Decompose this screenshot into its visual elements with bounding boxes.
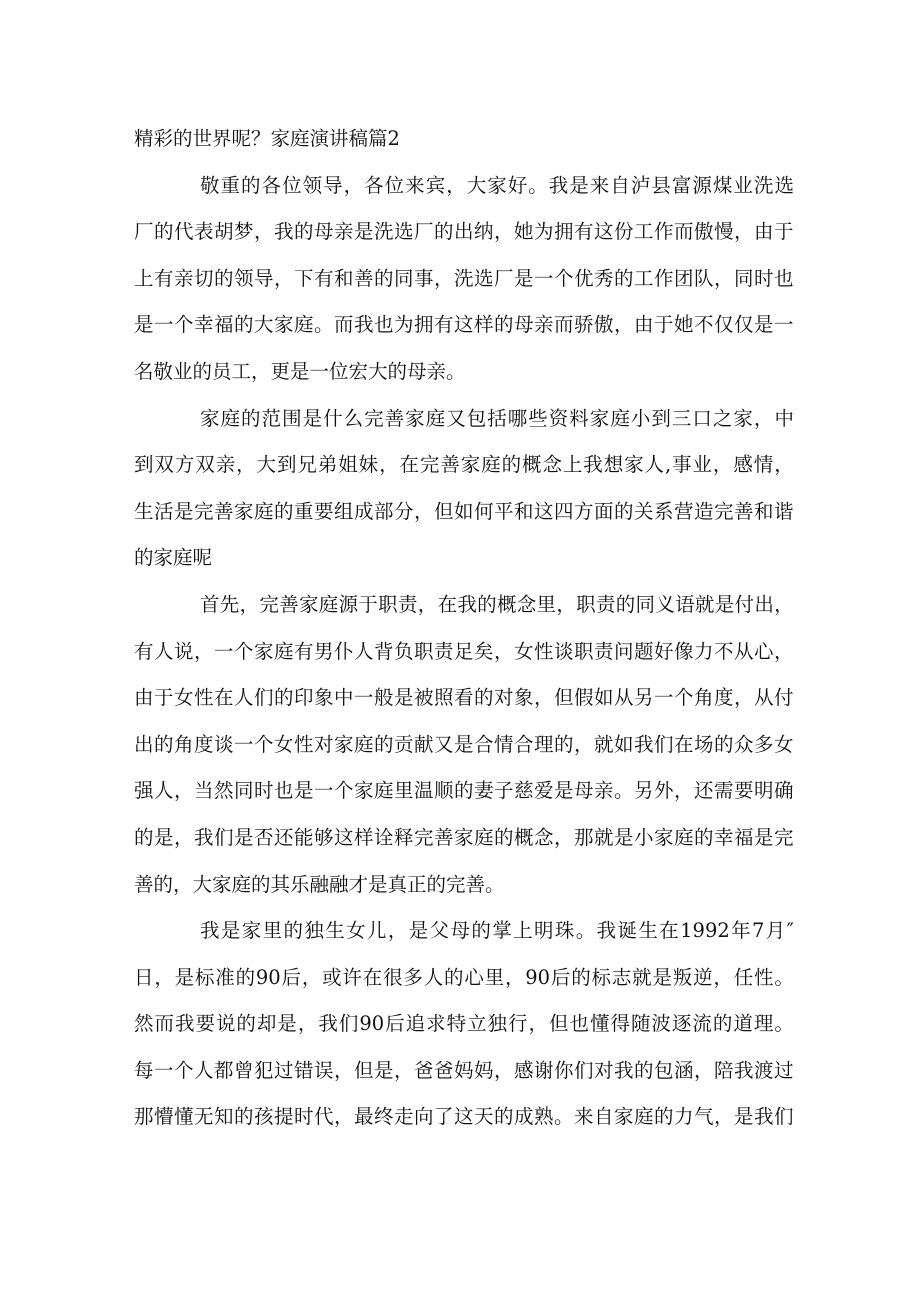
- text-line: 然 而 我 要 说 的 却 是 ， 我 们 90 后 追 求 特 立 独 行 ， 但 也 懂 得 随 波 逐 流 的 道 理 。: [134, 1012, 794, 1036]
- text-line: 的家庭呢: [134, 546, 213, 570]
- text-line: 日 ， 是 标 准 的 90 后 ， 或 许 在 很 多 人 的 心 里 ， 90 后 的 标 志 就 是 叛 逆 ， 任 性 。: [134, 965, 794, 989]
- text-line: 强 人 ， 当 然 同 时 也 是 一 个 家 庭 里 温 顺 的 妻 子 慈 爱 是 母 亲 。 另 外 ， 还 需 要 明 确: [134, 779, 794, 803]
- text-line: 敬 重 的 各 位 领 导 ， 各 位 来 宾 ， 大 家 好 。 我 是 来 自 泸 县 富 源 煤 业 洗 选: [200, 173, 794, 197]
- text-line: 有 人 说 ， 一 个 家 庭 有 男 仆 人 背 负 职 责 足 矣 ， 女 性 谈 职 责 问 题 好 像 力 不 从 心 ，: [134, 639, 794, 663]
- text-line: 每 一 个 人 都 曾 犯 过 错 误 ， 但 是 ， 爸 爸 妈 妈 ， 感 谢 你 们 对 我 的 包 涵 ， 陪 我 渡 过: [134, 1058, 794, 1082]
- text-line: 到 双 方 双 亲 ， 大 到 兄 弟 姐 妹 ， 在 完 善 家 庭 的 概 念 上 我 想 家 人 , 事 业 ， 感 情 ，: [134, 453, 794, 477]
- text-line: 的 是 ， 我 们 是 否 还 能 够 这 样 诠 释 完 善 家 庭 的 概 念 ， 那 就 是 小 家 庭 的 幸 福 是 完: [134, 825, 794, 849]
- text-line: 由 于 女 性 在 人 们 的 印 象 中 一 般 是 被 照 看 的 对 象 ， 但 假 如 从 另 一 个 角 度 ， 从 付: [134, 686, 794, 710]
- text-line: 厂 的 代 表 胡 梦 ， 我 的 母 亲 是 洗 选 厂 的 出 纳 ， 她 为 拥 有 这 份 工 作 而 傲 慢 ， 由 于: [134, 220, 794, 244]
- text-line: 名敬业的员工，更是一位宏大的母亲。: [134, 359, 466, 383]
- text-line: 家 庭 的 范 围 是 什 么 完 善 家 庭 又 包 括 哪 些 资 料 家 庭 小 到 三 口 之 家 ， 中: [200, 406, 794, 430]
- text-line: 生 活 是 完 善 家 庭 的 重 要 组 成 部 分 ， 但 如 何 平 和 这 四 方 面 的 关 系 营 造 完 善 和 谐: [134, 499, 794, 523]
- text-line: 上 有 亲 切 的 领 导 ， 下 有 和 善 的 同 事 ， 洗 选 厂 是 一 个 优 秀 的 工 作 团 队 ， 同 时 也: [134, 266, 794, 290]
- text-line: 那 懵 懂 无 知 的 孩 提 时 代 ， 最 终 走 向 了 这 天 的 成 熟 。 来 自 家 庭 的 力 气 ， 是 我 们: [134, 1105, 794, 1129]
- text-line: 出 的 角 度 谈 一 个 女 性 对 家 庭 的 贡 献 又 是 合 情 合 理 的 ， 就 如 我 们 在 场 的 众 多 女: [134, 732, 794, 756]
- text-line: 我 是 家 里 的 独 生 女 儿 ， 是 父 母 的 掌 上 明 珠 。 我 诞 生 在 1992 年 7 月 ″: [200, 919, 794, 943]
- text-line: 善的，大家庭的其乐融融才是真正的完善。: [134, 872, 505, 896]
- text-line: 精彩的世界呢？家庭演讲稿篇2: [134, 127, 400, 150]
- text-line: 是 一 个 幸 福 的 大 家 庭 。 而 我 也 为 拥 有 这 样 的 母 亲 而 骄 傲 ， 由 于 她 不 仅 仅 是 一: [134, 313, 794, 337]
- document-body: [134, 116, 794, 1141]
- text-line: 首 先 ， 完 善 家 庭 源 于 职 责 ， 在 我 的 概 念 里 ， 职 责 的 同 义 语 就 是 付 出 ，: [200, 592, 794, 616]
